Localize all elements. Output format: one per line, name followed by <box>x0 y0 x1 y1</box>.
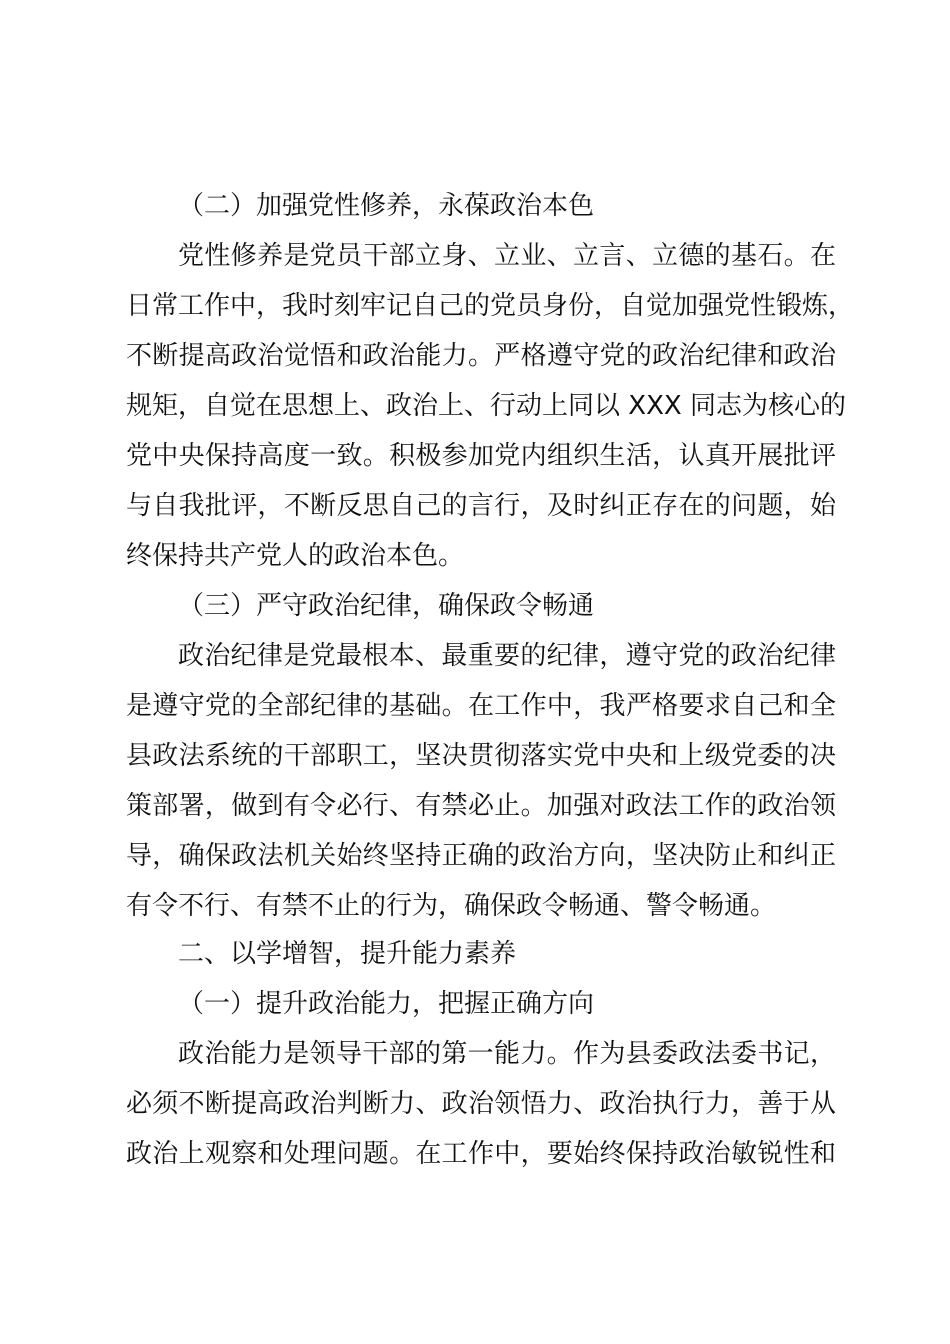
paragraph-line: 政治能力是领导干部的第一能力。作为县委政法委书记， <box>178 1039 836 1069</box>
section-heading: （三）严守政治纪律，确保政令畅通 <box>178 591 595 621</box>
paragraph-line: 政治上观察和处理问题。在工作中，要始终保持政治敏锐性和 <box>126 1139 836 1169</box>
paragraph-line: 规矩，自觉在思想上、政治上、行动上同以 XXX 同志为核心的 <box>126 391 846 421</box>
paragraph-line: 策部署，做到有令必行、有禁必止。加强对政法工作的政治领 <box>126 791 836 821</box>
paragraph-line: 县政法系统的干部职工，坚决贯彻落实党中央和上级党委的决 <box>126 741 836 771</box>
chapter-heading: 二、以学增智，提升能力素养 <box>178 939 517 969</box>
paragraph-line: 有令不行、有禁不止的行为，确保政令畅通、警令畅通。 <box>126 891 777 921</box>
paragraph-line: 党性修养是党员干部立身、立业、立言、立德的基石。在 <box>178 241 836 271</box>
section-heading: （二）加强党性修养，永葆政治本色 <box>178 191 595 221</box>
paragraph-line: 不断提高政治觉悟和政治能力。严格遵守党的政治纪律和政治 <box>126 341 836 371</box>
paragraph-line: 与自我批评，不断反思自己的言行，及时纠正存在的问题，始 <box>126 491 836 521</box>
paragraph-line: 导，确保政法机关始终坚持正确的政治方向，坚决防止和纠正 <box>126 841 836 871</box>
section-heading: （一）提升政治能力，把握正确方向 <box>178 989 595 1019</box>
paragraph-line: 党中央保持高度一致。积极参加党内组织生活，认真开展批评 <box>126 441 836 471</box>
paragraph-line: 必须不断提高政治判断力、政治领悟力、政治执行力，善于从 <box>126 1089 836 1119</box>
paragraph-line: 终保持共产党人的政治本色。 <box>126 541 465 571</box>
paragraph-line: 政治纪律是党最根本、最重要的纪律，遵守党的政治纪律 <box>178 641 836 671</box>
paragraph-line: 是遵守党的全部纪律的基础。在工作中，我严格要求自己和全 <box>126 691 836 721</box>
paragraph-line: 日常工作中，我时刻牢记自己的党员身份，自觉加强党性锻炼， <box>126 291 855 321</box>
